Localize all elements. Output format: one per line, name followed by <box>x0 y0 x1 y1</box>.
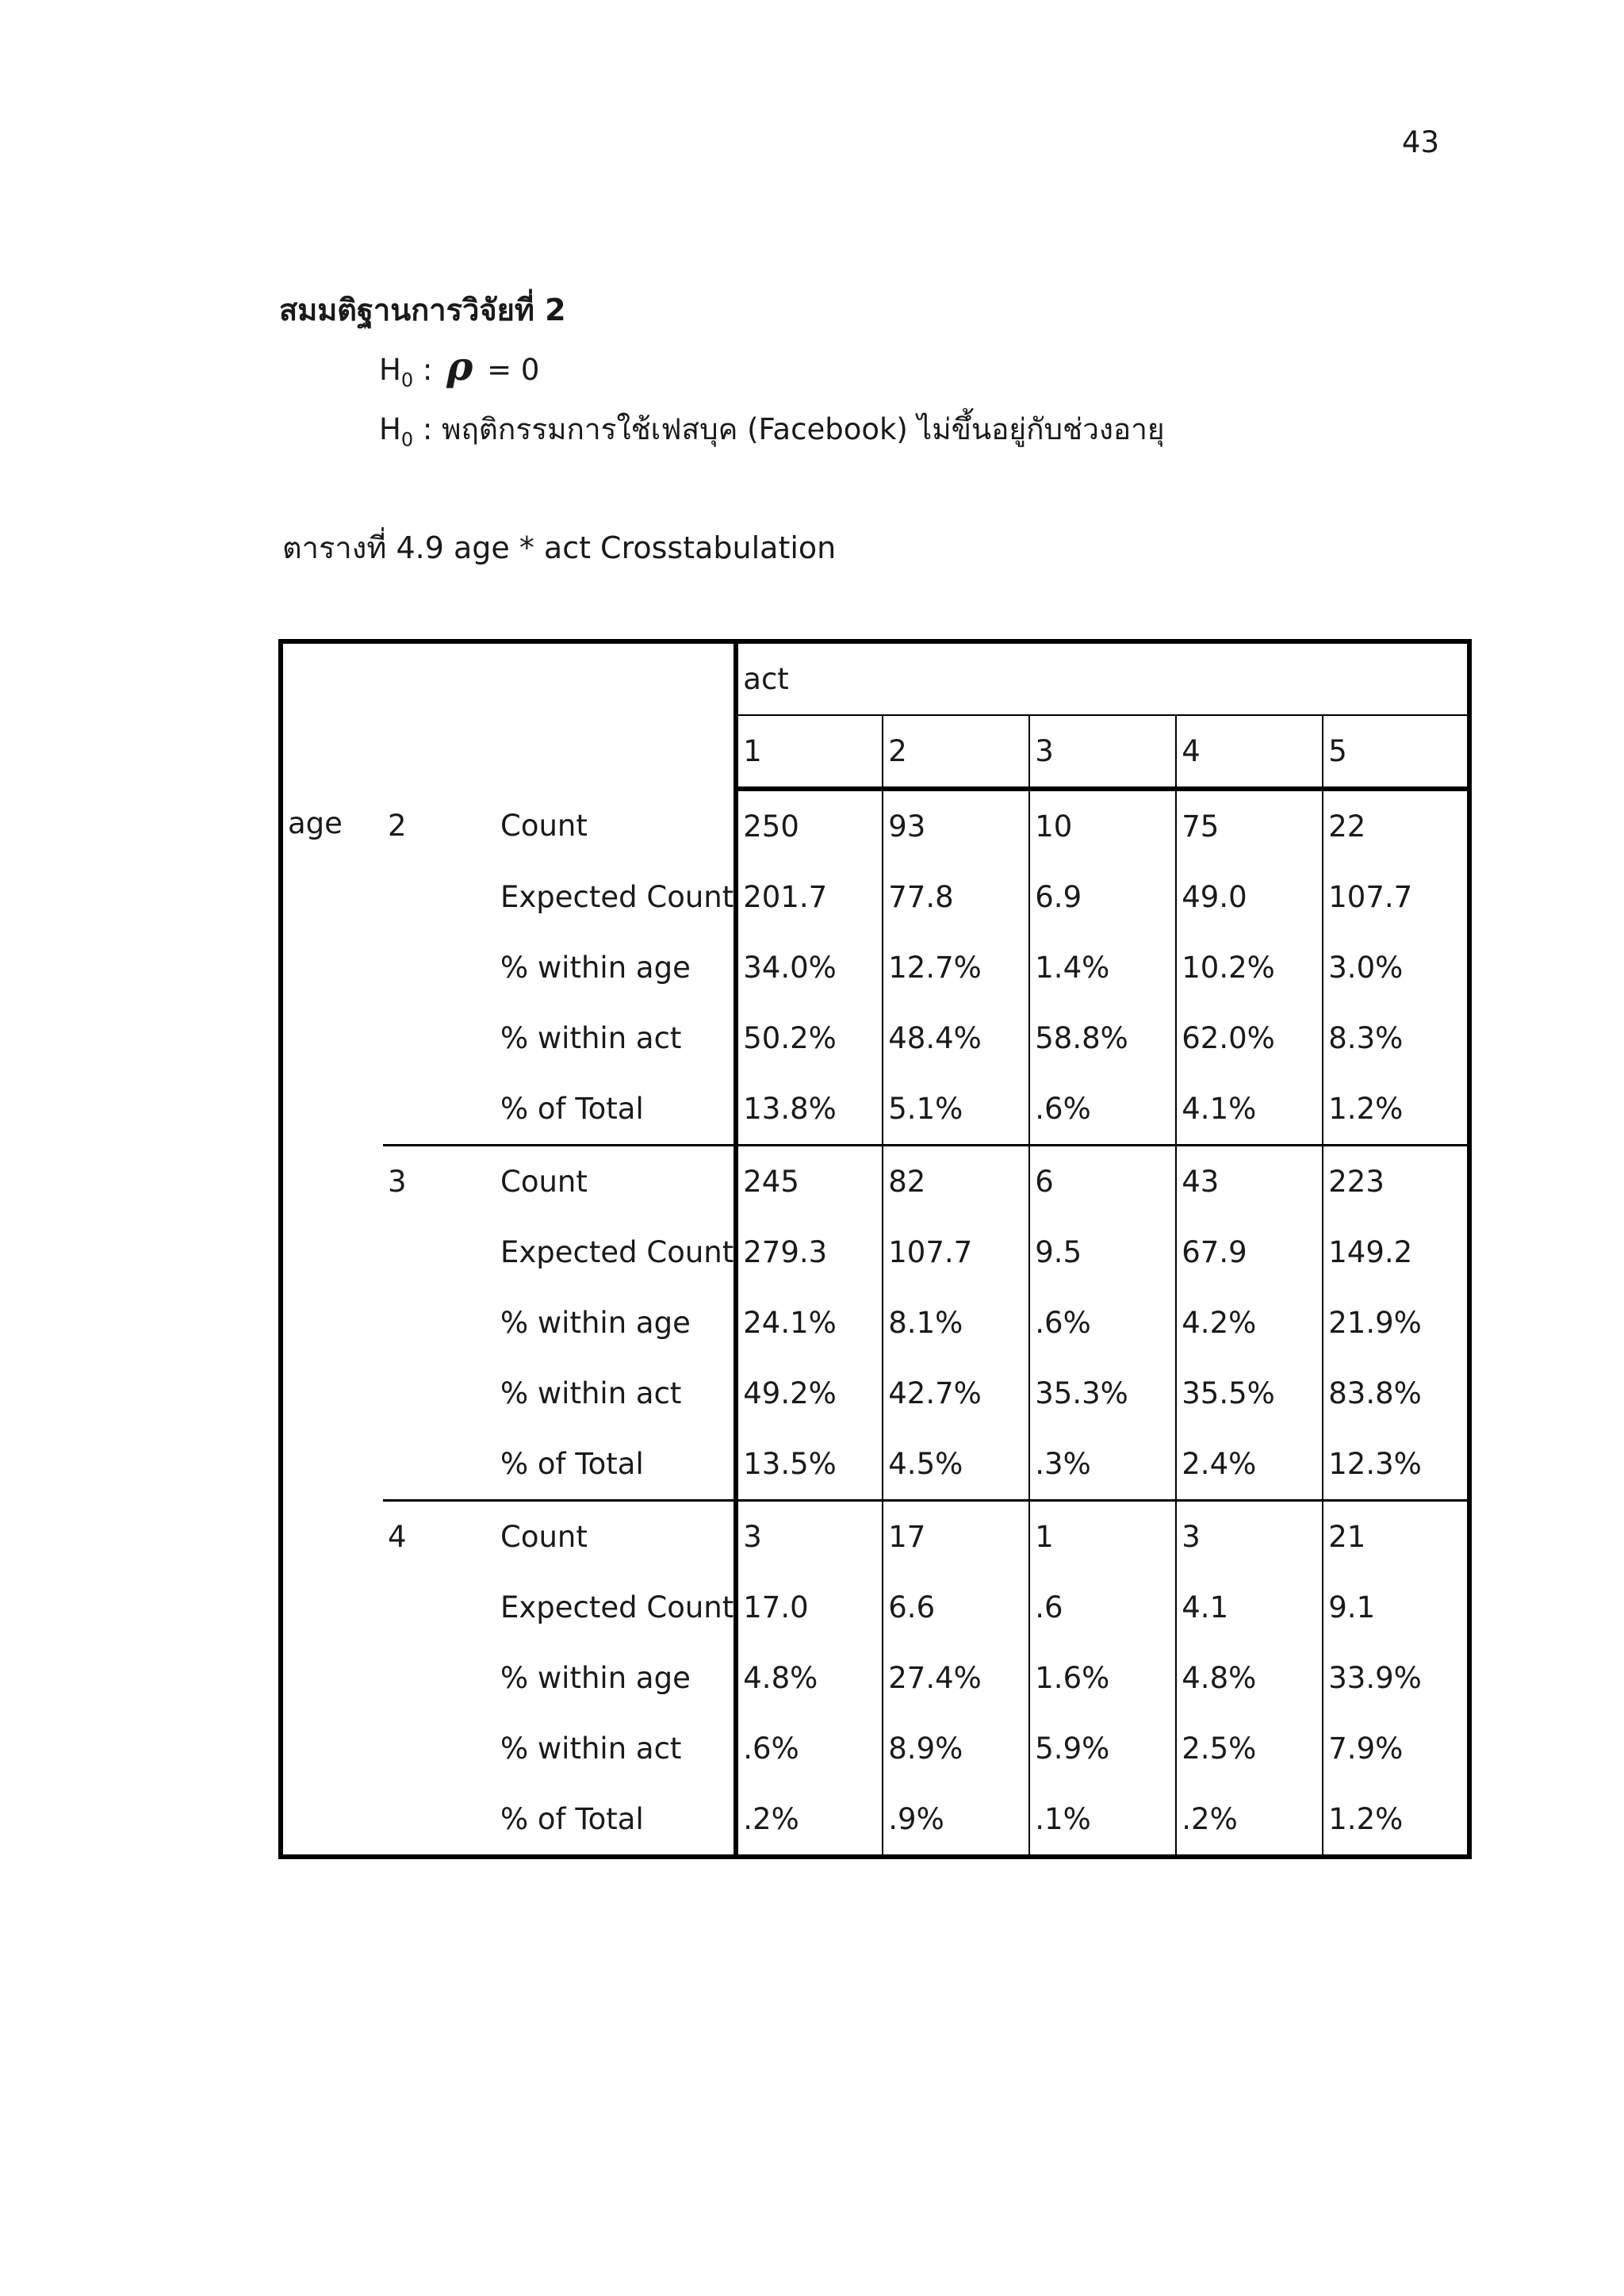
table-cell: 9.5 <box>1029 1217 1176 1288</box>
h0-equals-zero: = 0 <box>477 353 540 387</box>
table-row <box>281 1003 1469 1073</box>
col-var-header: act <box>736 641 1469 715</box>
statistic-label: % within age <box>500 951 691 985</box>
statistic-label: % within act <box>500 1732 682 1766</box>
table-cell: 77.8 <box>883 862 1029 932</box>
age-group-label <box>383 1003 496 1073</box>
table-cell: 13.5% <box>736 1429 883 1501</box>
table-cell: 5.9% <box>1029 1713 1176 1784</box>
table-cell: 22 <box>1323 789 1469 862</box>
table-cell: 50.2% <box>736 1003 883 1073</box>
act-level-1: 1 <box>736 715 883 789</box>
age-group-label: 3 <box>383 1146 496 1218</box>
table-cell: 17.0 <box>736 1572 883 1643</box>
row-var-label: age <box>281 789 383 1857</box>
h0-subscript: 0 <box>400 369 414 392</box>
crosstab-body <box>281 641 1469 1857</box>
table-cell: 107.7 <box>1323 862 1469 932</box>
table-cell: 3 <box>736 1501 883 1573</box>
act-level-3: 3 <box>1029 715 1176 789</box>
age-group-label: 2 <box>388 808 407 843</box>
crosstab-table <box>278 639 1472 1859</box>
table-cell: 6 <box>1029 1146 1176 1218</box>
table-cell: .6% <box>736 1713 883 1784</box>
table-cell: 2.4% <box>1176 1429 1323 1501</box>
null-hypothesis-statement <box>379 406 1165 453</box>
age-group-label <box>383 862 496 932</box>
table-cell: 4.1 <box>1176 1572 1323 1643</box>
statistic-label: Expected Count <box>500 1235 734 1269</box>
table-cell: .2% <box>1176 1784 1323 1857</box>
table-cell: .6% <box>1029 1073 1176 1146</box>
table-cell: 12.7% <box>883 932 1029 1003</box>
header-row-act <box>281 641 1469 715</box>
table-cell: 250 <box>736 789 883 862</box>
age-group-label <box>383 1288 496 1358</box>
age-group-label <box>383 1572 496 1643</box>
rho-symbol: ρ <box>446 342 473 389</box>
age-group-label: 4 <box>383 1501 496 1573</box>
table-cell: 1 <box>1029 1501 1176 1573</box>
table-cell: 1.2% <box>1323 1073 1469 1146</box>
age-group-label <box>383 1643 496 1713</box>
table-cell: 21.9% <box>1323 1288 1469 1358</box>
statistic-label: Count <box>496 1146 736 1218</box>
table-cell: 83.8% <box>1323 1358 1469 1429</box>
act-level-4: 4 <box>1176 715 1323 789</box>
table-caption: ตารางที่ 4.9 age * act Crosstabulation <box>282 530 837 565</box>
table-cell: .1% <box>1029 1784 1176 1857</box>
age-group-label <box>383 1784 496 1857</box>
age-group-label <box>383 1217 496 1288</box>
table-cell: 34.0% <box>736 932 883 1003</box>
statistic-label: % of Total <box>500 1447 644 1481</box>
table-cell: 6.9 <box>1029 862 1176 932</box>
table-cell: 4.5% <box>883 1429 1029 1501</box>
table-cell: 6.6 <box>883 1572 1029 1643</box>
table-row <box>281 1217 1469 1288</box>
h0-subscript: 0 <box>400 428 414 451</box>
table-cell: 3 <box>1176 1501 1323 1573</box>
header-corner <box>281 641 736 789</box>
table-cell: 43 <box>1176 1146 1323 1218</box>
act-level-2: 2 <box>883 715 1029 789</box>
hypothesis-heading: สมมติฐานการวิจัยที่ 2 <box>279 293 566 327</box>
table-cell: 107.7 <box>883 1217 1029 1288</box>
table-cell: .3% <box>1029 1429 1176 1501</box>
table-cell: 58.8% <box>1029 1003 1176 1073</box>
table-row <box>281 1501 1469 1573</box>
table-cell: 10.2% <box>1176 932 1323 1003</box>
null-hypothesis-rho <box>379 342 539 391</box>
table-cell: 2.5% <box>1176 1713 1323 1784</box>
table-cell: 1.6% <box>1029 1643 1176 1713</box>
table-cell: 27.4% <box>883 1643 1029 1713</box>
statistic-label: % of Total <box>500 1092 644 1126</box>
table-cell: .6 <box>1029 1572 1176 1643</box>
table-cell: 49.0 <box>1176 862 1323 932</box>
table-cell: 24.1% <box>736 1288 883 1358</box>
table-cell: 13.8% <box>736 1073 883 1146</box>
table-cell: 67.9 <box>1176 1217 1323 1288</box>
h0-symbol: H <box>379 412 401 446</box>
table-row <box>281 1643 1469 1713</box>
table-row <box>281 789 1469 862</box>
table-cell: 42.7% <box>883 1358 1029 1429</box>
statistic-label: Count <box>500 808 588 843</box>
table-cell: 4.8% <box>1176 1643 1323 1713</box>
table-cell: 8.1% <box>883 1288 1029 1358</box>
table-cell: 17 <box>883 1501 1029 1573</box>
table-cell: 149.2 <box>1323 1217 1469 1288</box>
statistic-label: % within age <box>500 1306 691 1340</box>
table-cell: 279.3 <box>736 1217 883 1288</box>
table-cell: 8.3% <box>1323 1003 1469 1073</box>
age-group-label <box>383 1429 496 1501</box>
table-cell: 4.8% <box>736 1643 883 1713</box>
table-cell: 3.0% <box>1323 932 1469 1003</box>
table-cell: .2% <box>736 1784 883 1857</box>
table-row <box>281 1288 1469 1358</box>
statistic-label: % within act <box>500 1376 682 1410</box>
table-cell: 10 <box>1029 789 1176 862</box>
table-row <box>281 862 1469 932</box>
table-cell: 33.9% <box>1323 1643 1469 1713</box>
table-row <box>281 1572 1469 1643</box>
table-cell: 48.4% <box>883 1003 1029 1073</box>
statistic-label: Expected Count <box>500 1590 734 1624</box>
page-number: 43 <box>1401 125 1439 159</box>
table-row <box>281 1358 1469 1429</box>
table-cell: 1.2% <box>1323 1784 1469 1857</box>
table-row <box>281 932 1469 1003</box>
table-cell: 12.3% <box>1323 1429 1469 1501</box>
table-cell: 21 <box>1323 1501 1469 1573</box>
h0-statement-text: : พฤติกรรมการใช้เฟสบุค (Facebook) ไม่ขึ้นอยู่กับช่วงอายุ <box>413 412 1165 446</box>
table-row <box>281 1429 1469 1501</box>
table-cell: .9% <box>883 1784 1029 1857</box>
table-row <box>281 1713 1469 1784</box>
statistic-label: % within age <box>500 1661 691 1695</box>
statistic-label: Expected Count <box>500 880 734 914</box>
act-level-5: 5 <box>1323 715 1469 789</box>
table-cell: 8.9% <box>883 1713 1029 1784</box>
age-group-label <box>383 1713 496 1784</box>
table-row <box>281 1073 1469 1146</box>
age-group-label <box>383 1358 496 1429</box>
table-cell: 223 <box>1323 1146 1469 1218</box>
age-group-label <box>383 932 496 1003</box>
h0-colon: : <box>413 353 442 387</box>
table-cell: 245 <box>736 1146 883 1218</box>
table-cell: 201.7 <box>736 862 883 932</box>
table-cell: 93 <box>883 789 1029 862</box>
table-cell: 4.2% <box>1176 1288 1323 1358</box>
table-cell: 62.0% <box>1176 1003 1323 1073</box>
table-cell: 35.5% <box>1176 1358 1323 1429</box>
table-cell: 5.1% <box>883 1073 1029 1146</box>
age-group-label <box>383 1073 496 1146</box>
statistic-label: % of Total <box>496 1784 736 1857</box>
statistic-label: Count <box>496 1501 736 1573</box>
table-cell: .6% <box>1029 1288 1176 1358</box>
table-row <box>281 1784 1469 1857</box>
table-cell: 35.3% <box>1029 1358 1176 1429</box>
table-cell: 7.9% <box>1323 1713 1469 1784</box>
table-cell: 4.1% <box>1176 1073 1323 1146</box>
statistic-label: % within act <box>500 1021 682 1055</box>
table-cell: 75 <box>1176 789 1323 862</box>
table-cell: 82 <box>883 1146 1029 1218</box>
table-cell: 49.2% <box>736 1358 883 1429</box>
table-cell: 9.1 <box>1323 1572 1469 1643</box>
h0-symbol: H <box>379 353 401 387</box>
table-row <box>281 1146 1469 1218</box>
table-cell: 1.4% <box>1029 932 1176 1003</box>
